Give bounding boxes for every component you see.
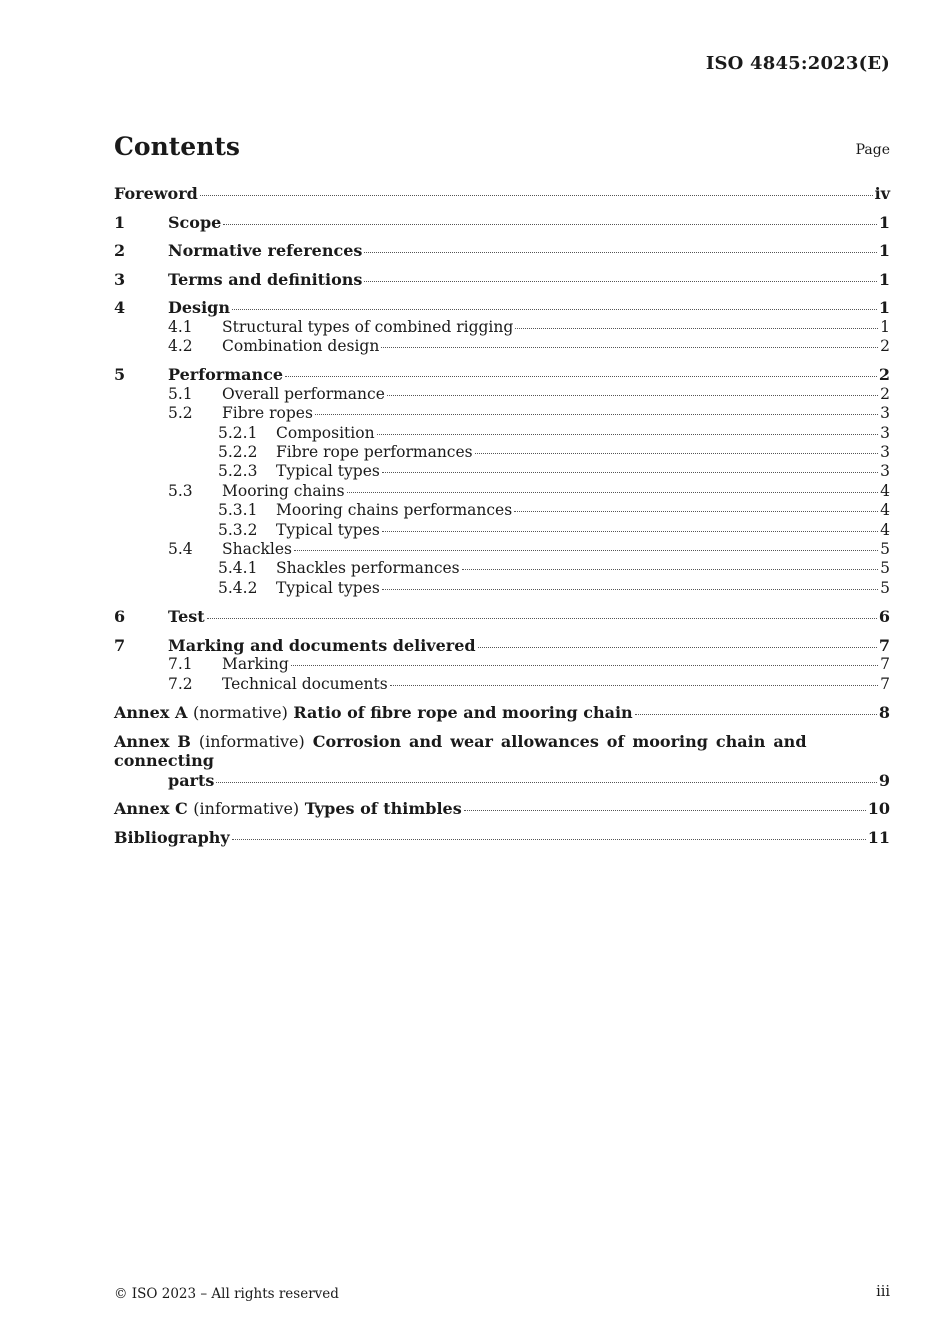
dot-leader <box>635 714 877 715</box>
toc-entry-title: Performance <box>168 365 284 385</box>
dot-leader <box>364 281 876 282</box>
toc-entry-number: 7.1 <box>168 655 193 674</box>
document-id: ISO 4845:2023(E) <box>705 53 890 74</box>
dot-leader <box>207 618 877 619</box>
dot-leader <box>291 665 878 666</box>
toc-entry-page: 7 <box>880 674 890 693</box>
toc-entry-title: Shackles performances <box>276 559 460 578</box>
toc-entry-number: 5.4.1 <box>218 559 258 578</box>
toc-entry-title: Fibre ropes <box>222 404 313 423</box>
toc-entry-page: 11 <box>867 827 890 847</box>
toc-entry-page: 10 <box>867 799 890 819</box>
toc-entry-title: Overall performance <box>222 384 385 403</box>
toc-entry-number: 5.2.3 <box>218 462 258 481</box>
toc-entry-number: 7.2 <box>168 674 193 693</box>
toc-entry-page: 2 <box>880 336 890 355</box>
toc-entry-number: 5.1 <box>168 384 193 403</box>
dot-leader <box>382 531 878 532</box>
dot-leader <box>232 839 866 840</box>
toc-entry-annex-b[interactable] <box>114 732 890 791</box>
toc-entry-page: 5 <box>880 540 890 559</box>
toc-entry-page: 5 <box>880 578 890 597</box>
toc-entry-page: 3 <box>880 404 890 423</box>
annex-title-continued: parts <box>168 770 215 790</box>
toc-entry-number: 4.2 <box>168 336 193 355</box>
toc-entry-title: Test <box>168 607 205 627</box>
toc-entry-number: 6 <box>114 607 126 627</box>
toc-entry-page: 1 <box>878 241 890 260</box>
dot-leader <box>315 414 878 415</box>
annex-label: Annex B <box>114 731 191 751</box>
toc-entry-number: 5.2 <box>168 404 193 423</box>
toc-entry-page: 7 <box>880 655 890 674</box>
dot-leader <box>382 472 878 473</box>
toc-entry-title: Terms and definitions <box>168 269 363 289</box>
annex-label: Annex C <box>114 799 188 819</box>
toc-entry-number: 3 <box>114 269 126 289</box>
toc-entry-title: Bibliography <box>114 827 230 847</box>
toc-entry-page: 1 <box>878 298 890 317</box>
toc-entry-annex-a[interactable] <box>114 703 890 723</box>
toc-entry-4-1[interactable] <box>114 318 890 337</box>
toc-entry-title: Normative references <box>168 241 363 260</box>
toc-entry-number: 5.4 <box>168 540 193 559</box>
toc-entry-title: Marking <box>222 655 289 674</box>
dot-leader <box>382 589 878 590</box>
toc-entry-page: 4 <box>880 501 890 520</box>
toc-entry-number: 5 <box>114 365 126 385</box>
annex-type: (informative) <box>198 731 305 751</box>
dot-leader <box>232 309 877 310</box>
toc-entry-page: 1 <box>880 317 890 336</box>
toc-entry-5-4-1[interactable] <box>114 559 890 578</box>
toc-entry-page: 9 <box>878 770 890 790</box>
toc-entry-page: 6 <box>878 607 890 627</box>
annex-title: Types of thimbles <box>304 799 462 819</box>
toc-entry-5[interactable] <box>114 365 890 385</box>
dot-leader <box>377 434 879 435</box>
toc-entry-1[interactable] <box>114 213 890 233</box>
toc-entry-7[interactable] <box>114 636 890 656</box>
toc-entry-3[interactable] <box>114 270 890 290</box>
toc-entry-title: Design <box>168 298 230 317</box>
toc-entry-page: 3 <box>880 443 890 462</box>
toc-entry-title: Structural types of combined rigging <box>222 317 514 336</box>
toc-entry-5-2-2[interactable] <box>114 443 890 462</box>
dot-leader <box>364 252 876 253</box>
toc-entry-title: Composition <box>276 423 375 442</box>
dot-leader <box>347 492 879 493</box>
toc-entry-7-1[interactable] <box>114 655 890 674</box>
toc-entry-5-3[interactable] <box>114 482 890 501</box>
annex-title: Ratio of fibre rope and mooring chain <box>293 703 633 723</box>
toc-entry-title: Typical types <box>276 462 380 481</box>
page-number: iii <box>876 1284 890 1300</box>
toc-entry-annex-c[interactable] <box>114 799 890 819</box>
toc-entry-page: 7 <box>878 635 890 655</box>
page-column-label: Page <box>855 142 890 158</box>
toc-entry-title: Combination design <box>222 336 380 355</box>
toc-entry-page: iv <box>874 184 890 203</box>
toc-entry-5-4-2[interactable] <box>114 579 890 598</box>
toc-entry-page: 2 <box>880 384 890 403</box>
toc-entry-title: Shackles <box>222 540 292 559</box>
toc-entry-title: Technical documents <box>222 674 388 693</box>
toc-entry-page: 8 <box>878 703 890 723</box>
toc-entry-5-2-1[interactable] <box>114 424 890 443</box>
toc-entry-foreword[interactable] <box>114 184 890 204</box>
toc-entry-5-3-2[interactable] <box>114 521 890 540</box>
dot-leader <box>464 810 866 811</box>
toc-entry-7-2[interactable] <box>114 675 890 694</box>
table-of-contents <box>114 184 890 847</box>
annex-title: Corrosion and wear allowances of mooring chain and connecting <box>114 731 807 771</box>
dot-leader <box>294 550 878 551</box>
dot-leader <box>390 685 878 686</box>
toc-entry-number: 7 <box>114 635 126 655</box>
dot-leader <box>285 376 877 377</box>
annex-label: Annex A <box>114 703 188 723</box>
toc-entry-5-2[interactable] <box>114 404 890 423</box>
toc-entry-number: 2 <box>114 241 126 260</box>
toc-entry-title: Foreword <box>114 184 198 203</box>
toc-entry-5-1[interactable] <box>114 385 890 404</box>
dot-leader <box>200 195 873 196</box>
toc-entry-page: 3 <box>880 462 890 481</box>
dot-leader <box>223 224 877 225</box>
toc-entry-title <box>114 703 633 723</box>
toc-entry-2[interactable] <box>114 241 890 261</box>
toc-entry-title: Mooring chains <box>222 481 345 500</box>
toc-entry-title: Marking and documents delivered <box>168 635 476 655</box>
toc-entry-title: Typical types <box>276 520 380 539</box>
dot-leader <box>216 782 876 783</box>
toc-entry-number: 4.1 <box>168 317 193 336</box>
toc-entry-title: Scope <box>168 212 222 232</box>
toc-entry-title <box>114 799 462 819</box>
toc-entry-5-3-1[interactable] <box>114 501 890 520</box>
toc-entry-page: 4 <box>880 520 890 539</box>
toc-entry-page: 1 <box>878 212 890 232</box>
annex-b-first-line <box>114 732 890 771</box>
toc-entry-6[interactable] <box>114 607 890 627</box>
toc-entry-number: 1 <box>114 212 126 232</box>
dot-leader <box>515 328 878 329</box>
toc-entry-page: 1 <box>878 269 890 289</box>
annex-type: (normative) <box>192 703 288 723</box>
toc-entry-number: 5.3 <box>168 481 193 500</box>
toc-entry-page: 4 <box>880 481 890 500</box>
annex-type: (informative) <box>193 799 300 819</box>
toc-entry-5-4[interactable] <box>114 540 890 559</box>
dot-leader <box>514 511 878 512</box>
dot-leader <box>475 453 879 454</box>
toc-entry-page: 3 <box>880 423 890 442</box>
toc-entry-title: Typical types <box>276 578 380 597</box>
copyright-notice: © ISO 2023 – All rights reserved <box>114 1286 339 1302</box>
toc-entry-5-2-3[interactable] <box>114 462 890 481</box>
toc-entry-title: Mooring chains performances <box>276 501 513 520</box>
toc-entry-number: 5.2.1 <box>218 423 258 442</box>
dot-leader <box>381 347 878 348</box>
toc-entry-number: 5.3.1 <box>218 501 258 520</box>
toc-entry-4-2[interactable] <box>114 337 890 356</box>
dot-leader <box>478 647 877 648</box>
toc-entry-number: 5.3.2 <box>218 520 258 539</box>
toc-entry-title: Fibre rope performances <box>276 443 473 462</box>
toc-entry-bibliography[interactable] <box>114 828 890 848</box>
toc-entry-4[interactable] <box>114 298 890 318</box>
toc-entry-number: 4 <box>114 298 126 317</box>
toc-entry-number: 5.4.2 <box>218 578 258 597</box>
contents-heading: Contents <box>114 132 241 161</box>
toc-entry-page: 2 <box>878 365 890 385</box>
annex-b-second-line <box>168 771 890 791</box>
dot-leader <box>462 569 878 570</box>
dot-leader <box>387 395 878 396</box>
toc-entry-page: 5 <box>880 559 890 578</box>
toc-entry-number: 5.2.2 <box>218 443 258 462</box>
